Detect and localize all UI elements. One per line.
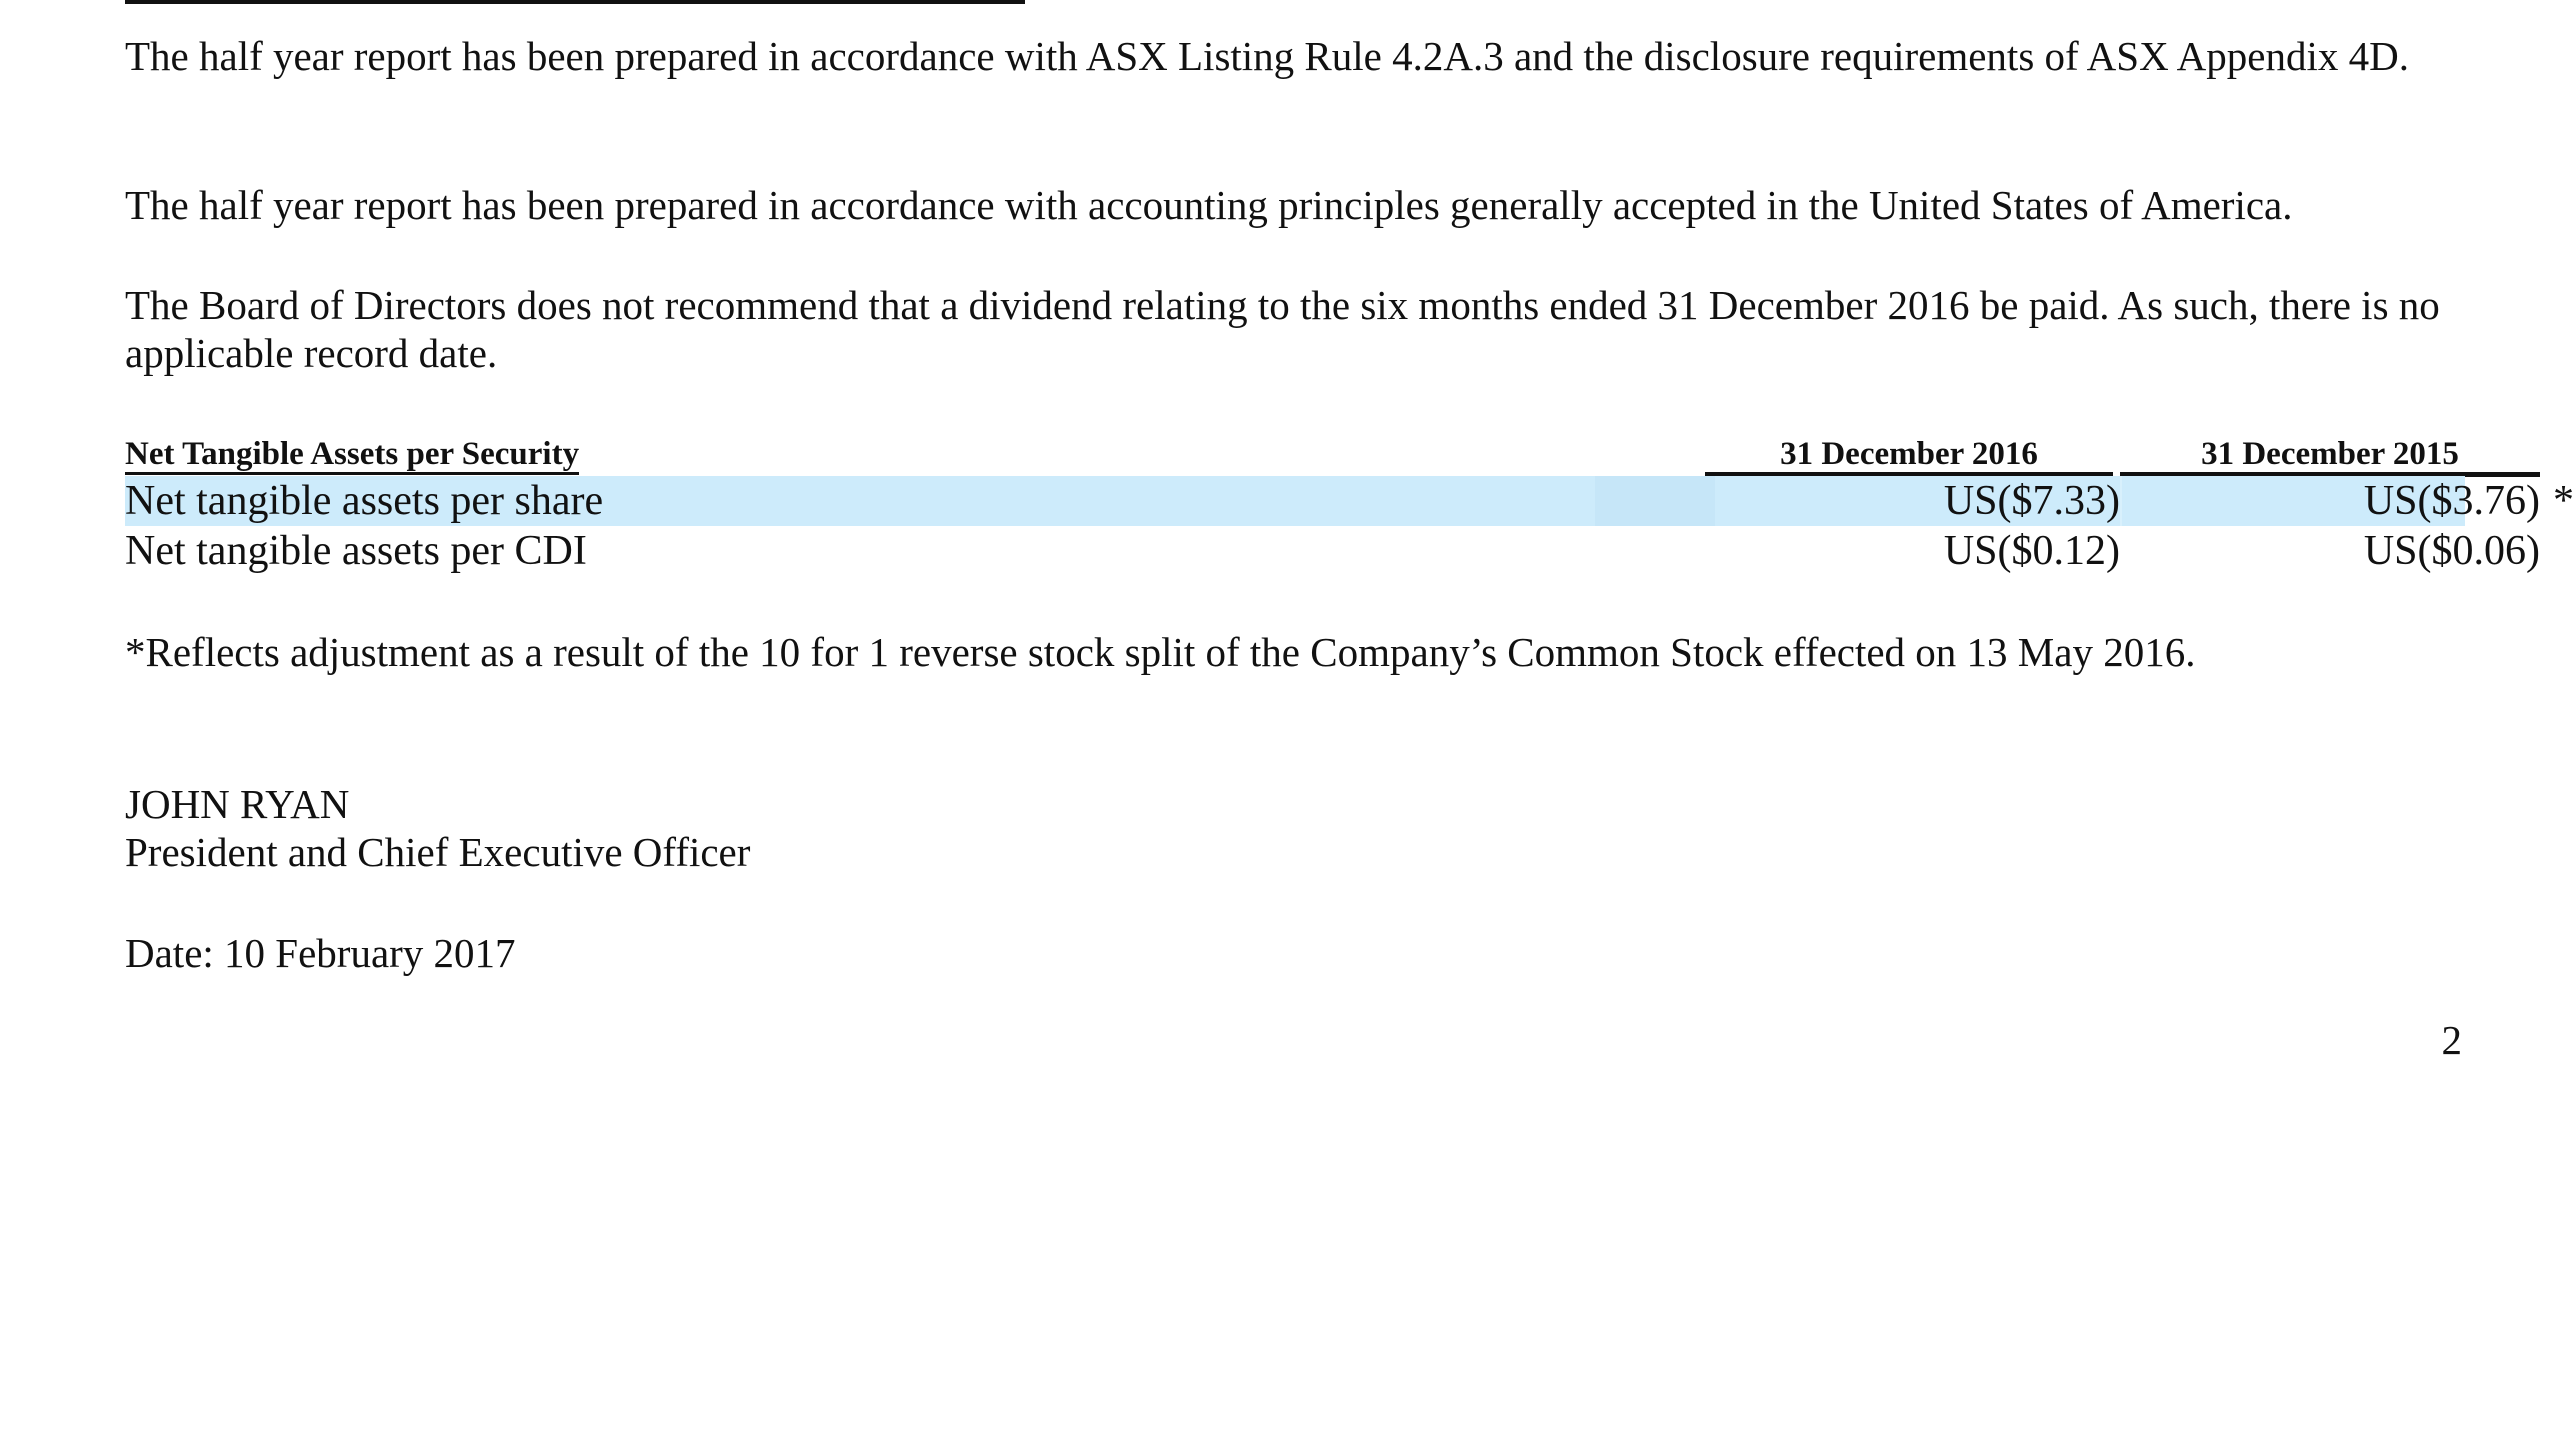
highlight-shade: [1595, 476, 1715, 526]
footnote-reverse-split: *Reflects adjustment as a result of the 10 for 1 reverse stock split of the Company’s Common Stock effected on 13 May 2016.: [125, 629, 2196, 675]
value-2016: US($7.33): [1943, 478, 2120, 524]
paragraph-dividend: The Board of Directors does not recommend that a dividend relating to the six months ended 31 December 2016 be paid. As such, there is no applicable record date.: [125, 282, 2440, 376]
table-title: Net Tangible Assets per Security: [125, 436, 579, 475]
row-label: Net tangible assets per CDI: [125, 528, 587, 574]
section-heading-underline: [125, 0, 1025, 4]
table-header-row: [125, 436, 2465, 476]
value-2015: US($3.76): [2363, 478, 2540, 524]
column-header-2016: 31 December 2016: [1705, 436, 2113, 477]
value-2016: US($0.12): [1943, 528, 2120, 574]
column-header-2015: 31 December 2015: [2120, 436, 2540, 477]
footnote-marker: *: [2553, 478, 2574, 524]
page-number: 2: [2441, 1017, 2462, 1063]
signatory-name: JOHN RYAN: [125, 781, 350, 827]
signatory-title: President and Chief Executive Officer: [125, 829, 751, 875]
signature-date: Date: 10 February 2017: [125, 930, 516, 976]
value-2015: US($0.06): [2363, 528, 2540, 574]
paragraph-us-gaap: The half year report has been prepared in accordance with accounting principles generally accepted in the United States of America.: [125, 182, 2293, 228]
paragraph-asx-compliance: The half year report has been prepared in accordance with ASX Listing Rule 4.2A.3 and the disclosure requirements of ASX Appendix 4D.: [125, 33, 2409, 79]
row-label: Net tangible assets per share: [125, 478, 604, 524]
table-row-per-share: [125, 476, 2574, 526]
net-tangible-assets-table: [125, 436, 2574, 576]
table-row-per-cdi: [125, 526, 2540, 576]
